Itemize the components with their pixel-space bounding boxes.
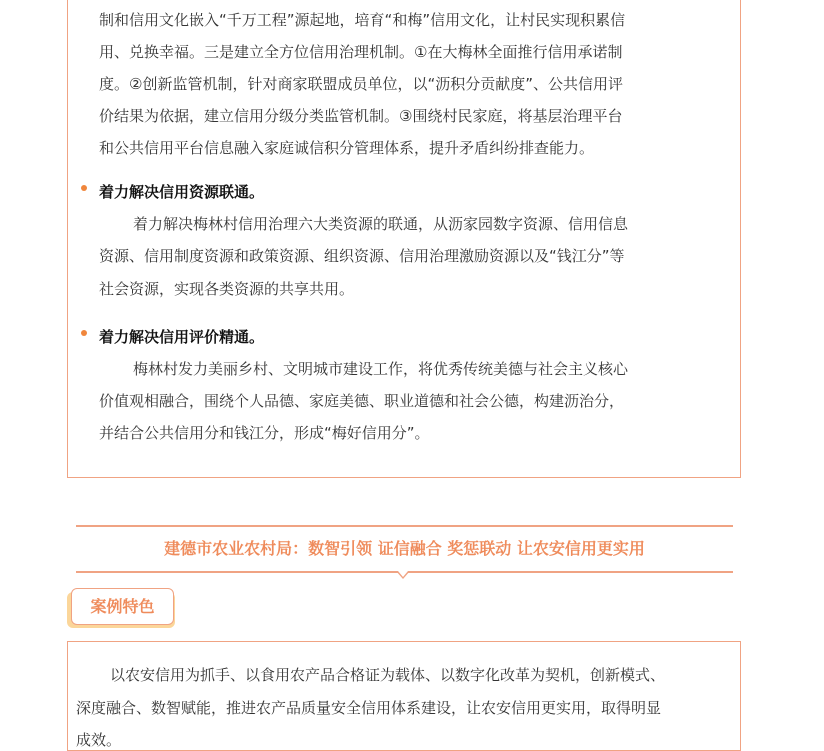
paragraph-line: 梅林村发力美丽乡村、文明城市建设工作，将优秀传统美德与社会主义核心 xyxy=(133,360,629,378)
case-feature-tab: 案例特色 xyxy=(71,588,174,625)
case-feature-card xyxy=(67,641,741,751)
paragraph-line: 并结合公共信用分和钱江分，形成“梅好信用分”。 xyxy=(99,424,430,442)
paragraph-line: 以农安信用为抓手、以食用农产品合格证为载体、以数字化改革为契机，创新模式、 xyxy=(110,666,666,684)
paragraph-line: 深度融合、数智赋能，推进农产品质量安全信用体系建设，让农安信用更实用，取得明显 xyxy=(76,699,662,717)
bullet-heading: 着力解决信用资源联通。 xyxy=(99,183,265,201)
paragraph-line: 资源、信用制度资源和政策资源、组织资源、信用治理激励资源以及“钱江分”等 xyxy=(99,247,625,265)
paragraph-line: 用、兑换幸福。三是建立全方位信用治理机制。①在大梅林全面推行信用承诺制 xyxy=(99,43,623,61)
paragraph-line: 价值观相融合，围绕个人品德、家庭美德、职业道德和社会公德，构建沥治分， xyxy=(99,392,625,410)
title-notch-inner xyxy=(398,571,408,577)
bullet-dot-icon xyxy=(81,185,87,191)
paragraph-line: 和公共信用平台信息融入家庭诚信积分管理体系，提升矛盾纠纷排查能力。 xyxy=(99,139,595,157)
paragraph-line: 社会资源，实现各类资源的共享共用。 xyxy=(99,280,355,298)
paragraph-line: 成效。 xyxy=(76,731,122,749)
section-title: 建德市农业农村局：数智引领 证信融合 奖惩联动 让农安信用更实用 xyxy=(164,539,645,558)
bullet-heading: 着力解决信用评价精通。 xyxy=(99,328,265,346)
paragraph-line: 价结果为依据，建立信用分级分类监管机制。③围绕村民家庭，将基层治理平台 xyxy=(99,107,623,125)
bullet-dot-icon xyxy=(81,330,87,336)
paragraph-line: 制和信用文化嵌入“千万工程”源起地，培育“和梅”信用文化，让村民实现积累信 xyxy=(99,11,626,29)
paragraph-line: 度。②创新监管机制，针对商家联盟成员单位，以“沥积分贡献度”、公共信用评 xyxy=(99,75,623,93)
section-title-top-rule xyxy=(76,525,733,527)
paragraph-line: 着力解决梅林村信用治理六大类资源的联通，从沥家园数字资源、信用信息 xyxy=(133,215,629,233)
